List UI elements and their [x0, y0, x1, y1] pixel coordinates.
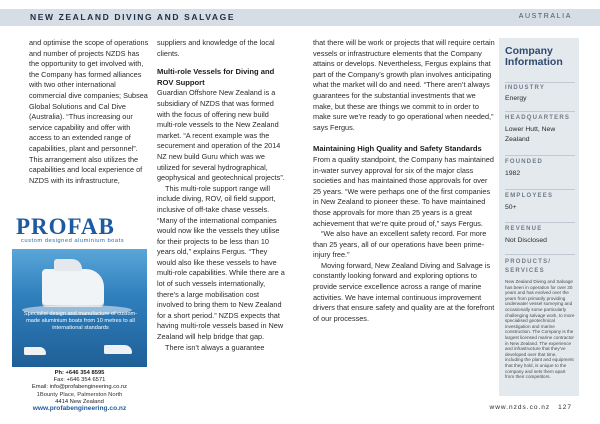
headquarters-label: HEADQUARTERS: [505, 115, 571, 121]
boat-image: [42, 269, 104, 305]
industry-value: Energy: [505, 95, 527, 102]
employees-value: 50+: [505, 204, 517, 211]
founded-value: 1982: [505, 170, 521, 177]
ad-description: Specialist design and manufacture of custom-made aluminium boats from 10 metres to all international standards: [23, 311, 138, 331]
ad-contact: [12, 367, 147, 412]
revenue-value: Not Disclosed: [505, 237, 547, 244]
boat-photo: [12, 249, 147, 367]
products-label: PRODUCTS/ SERVICES: [505, 259, 552, 274]
col2-paragraph-3: There isn’t always a guarantee: [165, 342, 265, 352]
company-info-sidebar: [499, 38, 579, 396]
profab-advertisement: [12, 213, 147, 412]
column-3: [313, 38, 495, 324]
col3-paragraph-2: From a quality standpoint, the Company has maintained in-water survey approval for six of the major class societies and has maintained those approvals for over 25 years. “We were perhaps one of the first companies in New Zealand to pioneer these. To have maintained those approvals for more than 25 years is a great achievement that we’re quite proud of,” says Fergus.: [313, 154, 494, 228]
divider: [505, 155, 575, 156]
col3-paragraph-3: “We also have an excellent safety record. For more than 25 years, all of our operations have been prime-injury free.”: [313, 229, 487, 260]
divider: [505, 82, 575, 83]
column-2: [157, 38, 287, 353]
ad-phone: Ph: +646 354 8595: [54, 370, 105, 376]
ad-brand-panel: [12, 213, 147, 249]
region-label: AUSTRALIA: [518, 13, 572, 20]
small-boat-image: [24, 347, 46, 355]
divider: [505, 222, 575, 223]
products-text: New Zealand Diving and Salvage has been in operation for over 30 years and has evolved over the years from primarily providing underwater vessel surveying and occasionally some particularly challenging salvage work, to more specialised geotechnical investigation and marine construction. The Company is the largest licensed marine contractor in New Zealand. The experience and infrastructure that they’ve developed over that time, including the plant and equipment that they hold, is unique to the company and sets them apart from their competitors.: [505, 279, 575, 380]
col2-heading: Multi-role Vessels for Diving and ROV Support: [157, 67, 275, 87]
ad-fax: Fax: +646 354 6571: [53, 376, 106, 383]
divider: [505, 189, 575, 190]
column-1: [29, 38, 151, 186]
col2-paragraph-1: Guardian Offshore New Zealand is a subsidiary of NZDS that was formed with the focus of offering new build multi-role vessels to the New Zealand market. “A recent example was the securement and operation of the 2014 NZ new build Guru which was we utilized for several hydrographical, geophysical and geotechnical projects”.: [157, 88, 285, 183]
col2-paragraph-2: This multi-role support range will include diving, ROV, oil field support, inclusive of off-take chase vessels. “Many of the international companies would now like the vessels they utilise for their projects to be less than 10 years old,” explains Fergus. “They would also like these vessels to have multi-role capabilities. While there are a lot of such vessels internationally, there’s a large mobilisation cost involved to bring them to New Zealand for a short period.” NZDS expects that having multi-role vessels based in New Zealand will help bridge that gap.: [157, 183, 285, 342]
col2-paragraph-0: suppliers and knowledge of the local clients.: [157, 38, 275, 58]
small-boat-image: [104, 345, 132, 354]
section-title: NEW ZEALAND DIVING AND SALVAGE: [30, 12, 236, 22]
col3-heading: Maintaining High Quality and Safety Standards: [313, 144, 482, 154]
profab-logo: PROFAB: [16, 214, 115, 239]
col3-paragraph-1: that there will be work or projects that will require certain vessels or infrastructure elements that the Company attains or develops. Nevertheless, Fergus explains that part of the Company’s growth plan involves anticipating what the market will do and need. “There aren’t always guarantees for the substantial investments that we make, but these are things we commit to in order to make sure we’re ready to go operational when needed,” says Fergus.: [313, 38, 495, 132]
ad-address-line-2: 4414 New Zealand: [55, 399, 104, 406]
page-footer: [490, 404, 572, 411]
industry-label: INDUSTRY: [505, 85, 546, 91]
divider: [505, 254, 575, 255]
ad-email: Email: info@profabengineering.co.nz: [31, 383, 128, 390]
col1-paragraph: and optimise the scope of operations and number of projects NZDS has the opportunity to get involved with, the Company has formed alliances with two other international commercial dive companies; Subsea Global Solutions and Cal Dive (Australia). “Thus increasing our service capability and offer with access to an extended range of capabilities, plant and personnel”. This arrangement also utilizes the capabilities and local experience of NZDS with its infrastructure,: [29, 38, 149, 185]
headquarters-value: Lower Hutt, New Zealand: [505, 126, 556, 143]
founded-label: FOUNDED: [505, 159, 544, 165]
employees-label: EMPLOYEES: [505, 193, 554, 199]
ad-tagline: custom designed aluminium boats: [21, 238, 125, 244]
col3-paragraph-4: Moving forward, New Zealand Diving and Salvage is constantly looking forward and exploring options to provide service excellence across a range of marine activities. We have internal continuous improvement drivers that ensure safety and quality are at the forefront of our processes.: [313, 260, 495, 323]
divider: [505, 111, 575, 112]
revenue-label: REVENUE: [505, 226, 543, 232]
page-header-bar: [0, 9, 600, 26]
ad-address-line-1: 1Bounty Place, Palmerston North: [36, 392, 123, 399]
footer-url[interactable]: www.nzds.co.nz: [489, 404, 551, 411]
page-number: 127: [558, 404, 572, 411]
ad-website-link[interactable]: www.profabengineering.co.nz: [32, 404, 127, 412]
sidebar-heading: Company Information: [505, 45, 563, 68]
